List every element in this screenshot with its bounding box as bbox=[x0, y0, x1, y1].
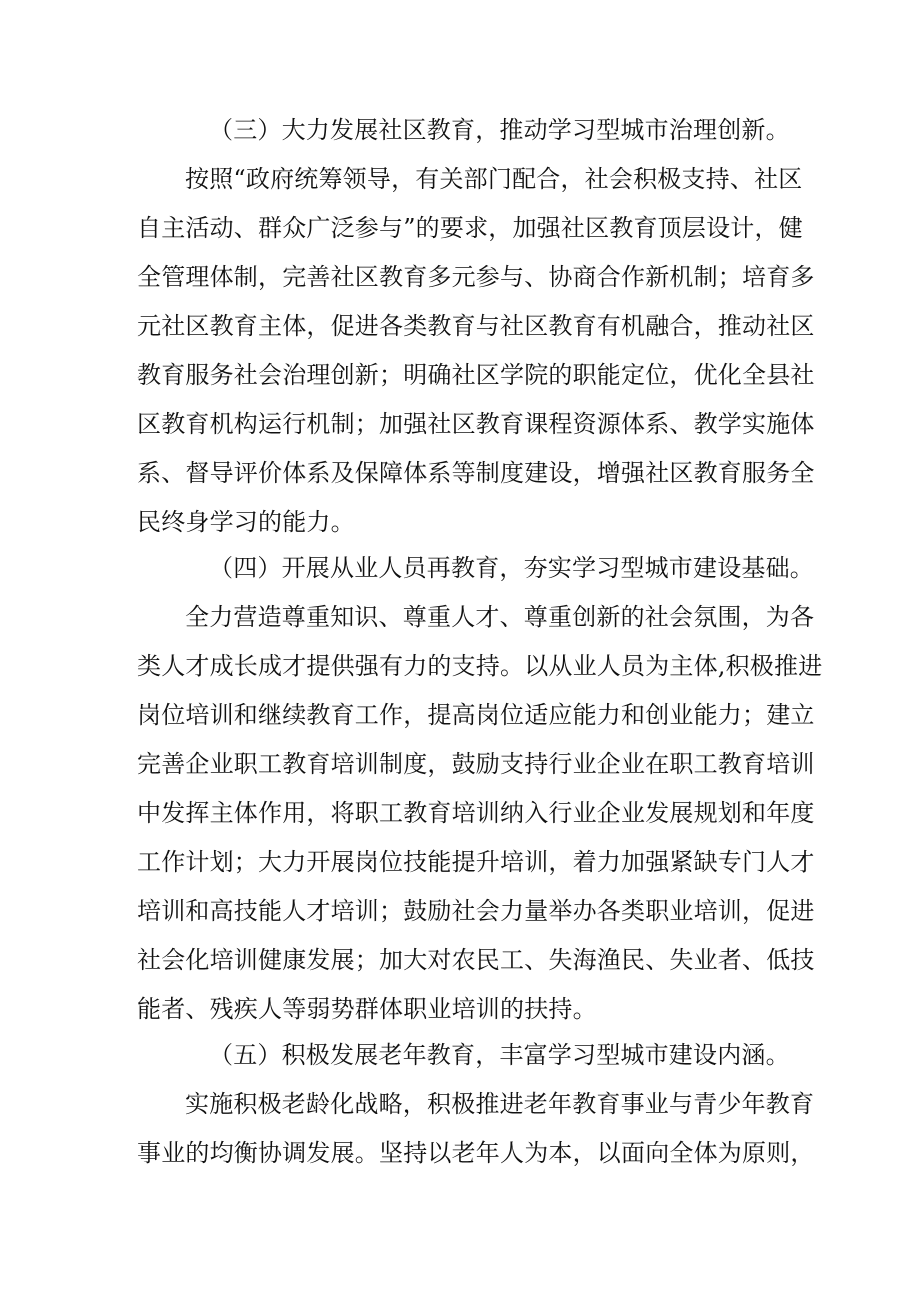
paragraph-line: 完善企业职工教育培训制度，鼓励支持行业企业在职工教育培训 bbox=[137, 750, 815, 778]
paragraph-line: 岗位培训和继续教育工作，提高岗位适应能力和创业能力；建立 bbox=[137, 701, 815, 729]
paragraph-line: 教育服务社会治理创新；明确社区学院的职能定位，优化全县社 bbox=[137, 361, 815, 389]
paragraph-line: 全力营造尊重知识、尊重人才、尊重创新的社会氛围，为各 bbox=[185, 603, 815, 631]
section-heading-3: （三）大力发展社区教育，推动学习型城市治理创新。 bbox=[209, 116, 790, 144]
paragraph-line: 民终身学习的能力。 bbox=[137, 508, 355, 536]
paragraph-line: 工作计划；大力开展岗位技能提升培训，着力加强紧缺专门人才 bbox=[137, 848, 815, 876]
section-heading-4: （四）开展从业人员再教育，夯实学习型城市建设基础。 bbox=[209, 554, 814, 582]
paragraph-line: 类人才成长成才提供强有力的支持。以从业人员为主体,积极推进 bbox=[137, 652, 823, 680]
paragraph-line: 自主活动、群众广泛参与”的要求，加强社区教育顶层设计，健 bbox=[137, 214, 803, 242]
paragraph-line: 实施积极老龄化战略，积极推进老年教育事业与青少年教育 bbox=[185, 1090, 815, 1118]
paragraph-line: 区教育机构运行机制；加强社区教育课程资源体系、教学实施体 bbox=[137, 410, 815, 438]
paragraph-line: 能者、残疾人等弱势群体职业培训的扶持。 bbox=[137, 995, 597, 1023]
paragraph-line: 中发挥主体作用，将职工教育培训纳入行业企业发展规划和年度 bbox=[137, 799, 815, 827]
paragraph-line: 社会化培训健康发展；加大对农民工、失海渔民、失业者、低技 bbox=[137, 946, 815, 974]
paragraph-line: 元社区教育主体，促进各类教育与社区教育有机融合，推动社区 bbox=[137, 312, 815, 340]
paragraph-line: 培训和高技能人才培训；鼓励社会力量举办各类职业培训，促进 bbox=[137, 897, 815, 925]
paragraph-line: 事业的均衡协调发展。坚持以老年人为本，以面向全体为原则， bbox=[137, 1139, 815, 1167]
paragraph-line: 全管理体制，完善社区教育多元参与、协商合作新机制；培育多 bbox=[137, 263, 815, 291]
section-heading-5: （五）积极发展老年教育，丰富学习型城市建设内涵。 bbox=[209, 1041, 790, 1069]
paragraph-line: 按照“政府统筹领导，有关部门配合，社会积极支持、社区 bbox=[185, 165, 803, 193]
paragraph-line: 系、督导评价体系及保障体系等制度建设，增强社区教育服务全 bbox=[137, 459, 815, 487]
